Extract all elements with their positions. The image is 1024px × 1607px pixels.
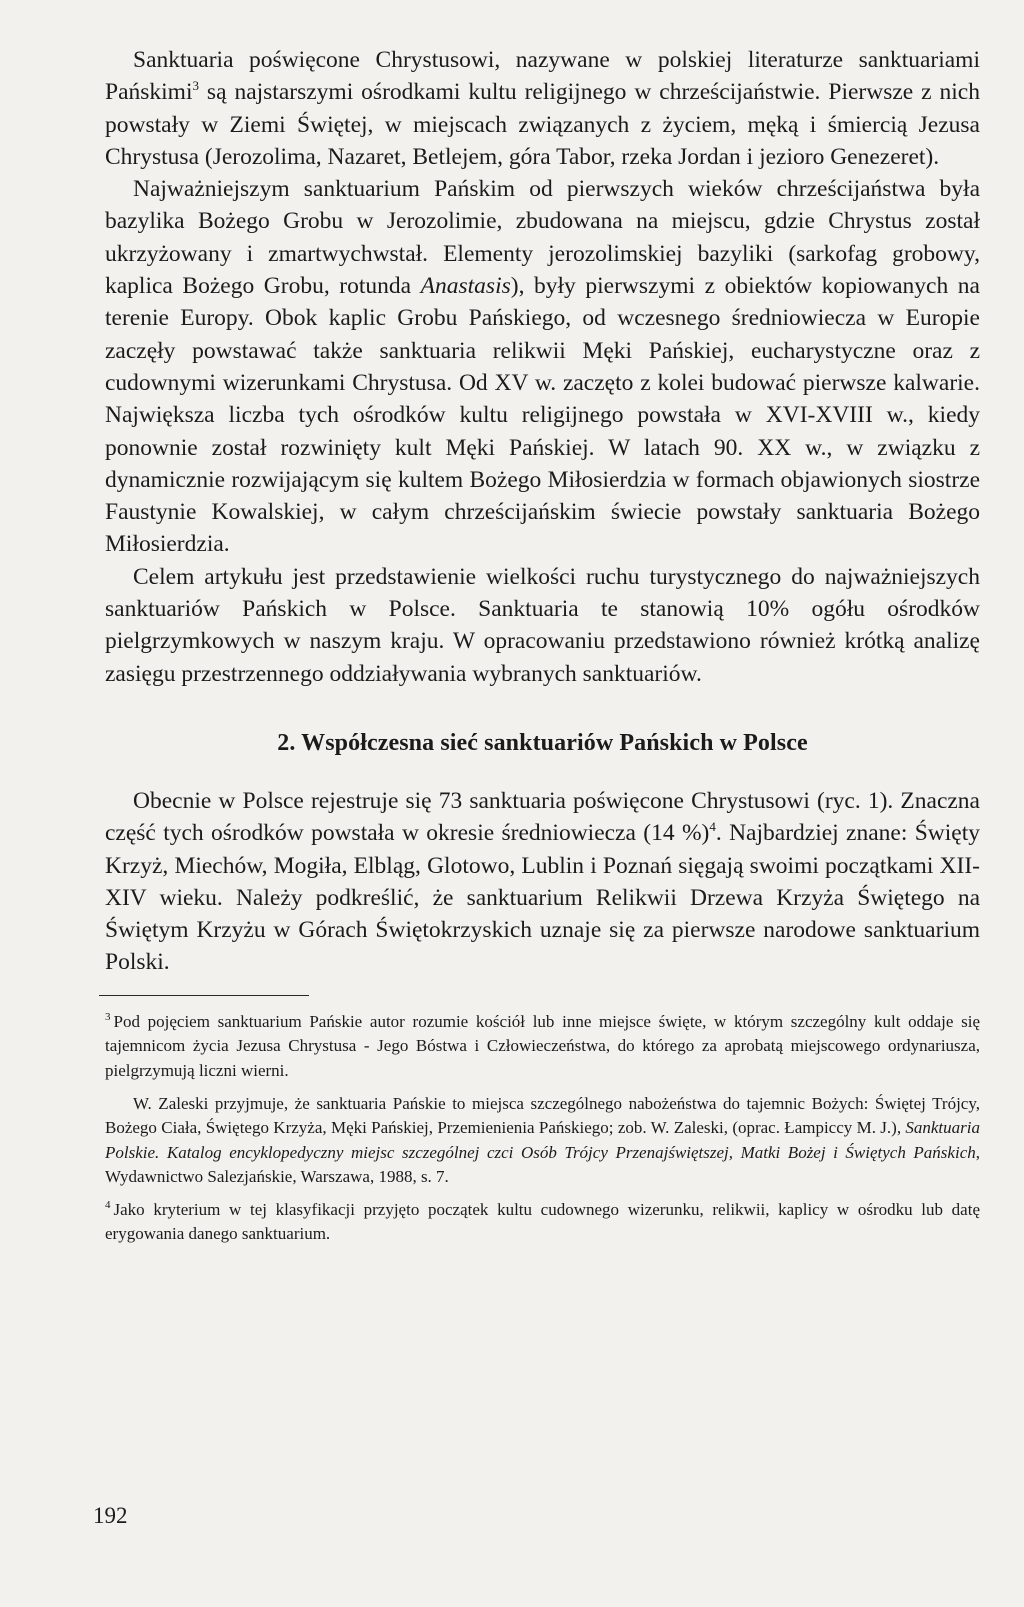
footnote-3-continued: W. Zaleski przyjmuje, że sanktuaria Pańskie to miejsca szczególnego nabożeństwa do tajemnic Bożych: Świętej Trójcy, Bożego Ciała, Świętego Krzyża, Męki Pańskiej, Przemienienia Pańskiego; zob. W. Zaleski, (oprac. Łampiccy M. J.), Sanktuaria Polskie. Katalog encyklopedyczny miejsc szczególnej czci Osób Trójcy Przenajświętszej, Matki Bożej i Świętych Pańskich, Wydawnictwo Salezjańskie, Warszawa, 1988, s. 7.: [105, 1093, 980, 1187]
footnote-separator: [99, 995, 309, 996]
footnote-ref-3: 3: [192, 78, 199, 94]
footnote-4: $^4$ Jako kryterium w tej klasyfikacji przyjęto początek kultu cudownego wizerunku, relikwii, kaplicy w ośrodku lub datę erygowania danego sanktuarium.: [105, 1199, 980, 1244]
page-body: [105, 44, 980, 1255]
page-number: 192: [93, 1503, 128, 1528]
paragraph-intro-3: Celem artykułu jest przedstawienie wielkości ruchu turystycznego do najważniejszych sanktuariów Pańskich w Polsce. Sanktuaria te stanowią 10% ogółu ośrodków pielgrzymkowych w naszym kraju. W opracowaniu przedstawiono również krótką analizę zasięgu przestrzennego oddziaływania wybranych sanktuariów.: [105, 563, 980, 687]
paragraph-intro-2: Najważniejszym sanktuarium Pańskim od pierwszych wieków chrześcijaństwa była bazylika Bożego Grobu w Jerozolimie, zbudowana na miejscu, gdzie Chrystus został ukrzyżowany i zmartwychwstał. Elementy jerozolimskiej bazyliki (sarkofag grobowy, kaplica Bożego Grobu, rotunda Anastasis), były pierwszymi z obiektów kopiowanych na terenie Europy. Obok kaplic Grobu Pańskiego, od wczesnego średniowiecza w Europie zaczęły powstawać także sanktuaria relikwii Męki Pańskiej, eucharystyczne oraz z cudownymi wizerunkami Chrystusa. Od XV w. zaczęto z kolei budować pierwsze kalwarie. Największa liczba tych ośrodków kultu religijnego powstała w XVI-XVIII w., kiedy ponownie został rozwinięty kult Męki Pańskiej. W latach 90. XX w., w związku z dynamicznie rozwijającym się kultem Bożego Miłosierdzia w formach objawionych siostrze Faustynie Kowalskiej, w całym chrześcijańskim świecie powstały sanktuaria Bożego Miłosierdzia.: [105, 176, 980, 558]
paragraph-section-2: Obecnie w Polsce rejestruje się 73 sanktuaria poświęcone Chrystusowi (ryc. 1). Znaczna część tych ośrodków powstała w okresie średniowiecza (14 %)$^4$. Najbardziej znane: Święty Krzyż, Miechów, Mogiła, Elbląg, Glotowo, Lublin i Poznań sięgają swoimi początkami XII-XIV wieku. Należy podkreślić, że sanktuarium Relikwii Drzewa Krzyża Świętego na Świętym Krzyżu w Górach Świętokrzyskich uznaje się za pierwsze narodowe sanktuarium Polski.: [105, 787, 981, 976]
paragraph-intro-1: Sanktuaria poświęcone Chrystusowi, nazywane w polskiej literaturze sanktuariami Pańskimi$^3$ są najstarszymi ośrodkami kultu religijnego w chrześcijaństwie. Pierwsze z nich powstały w Ziemi Świętej, w miejscach związanych z życiem, męką i śmiercią Jezusa Chrystusa (Jerozolima, Nazaret, Betlejem, góra Tabor, rzeka Jordan i jezioro Genezeret).: [105, 47, 980, 170]
italic-anastasis: Anastasis: [420, 273, 511, 300]
footnote-ref-4: 4: [709, 819, 716, 835]
footnote-mark-4: 4: [105, 1199, 111, 1212]
footnote-mark-3: 3: [105, 1011, 111, 1024]
section-heading: 2. Współczesna sieć sanktuariów Pańskich w Polsce: [277, 729, 808, 756]
footnote-3: $^3$ Pod pojęciem sanktuarium Pańskie autor rozumie kościół lub inne miejsce święte, w którym szczególny kult oddaje się tajemnicom życia Jezusa Chrystusa - Jego Bóstwa i Człowieczeństwa, do którego za aprobatą miejscowego ordynariusza, pielgrzymują liczni wierni.: [105, 1011, 980, 1080]
